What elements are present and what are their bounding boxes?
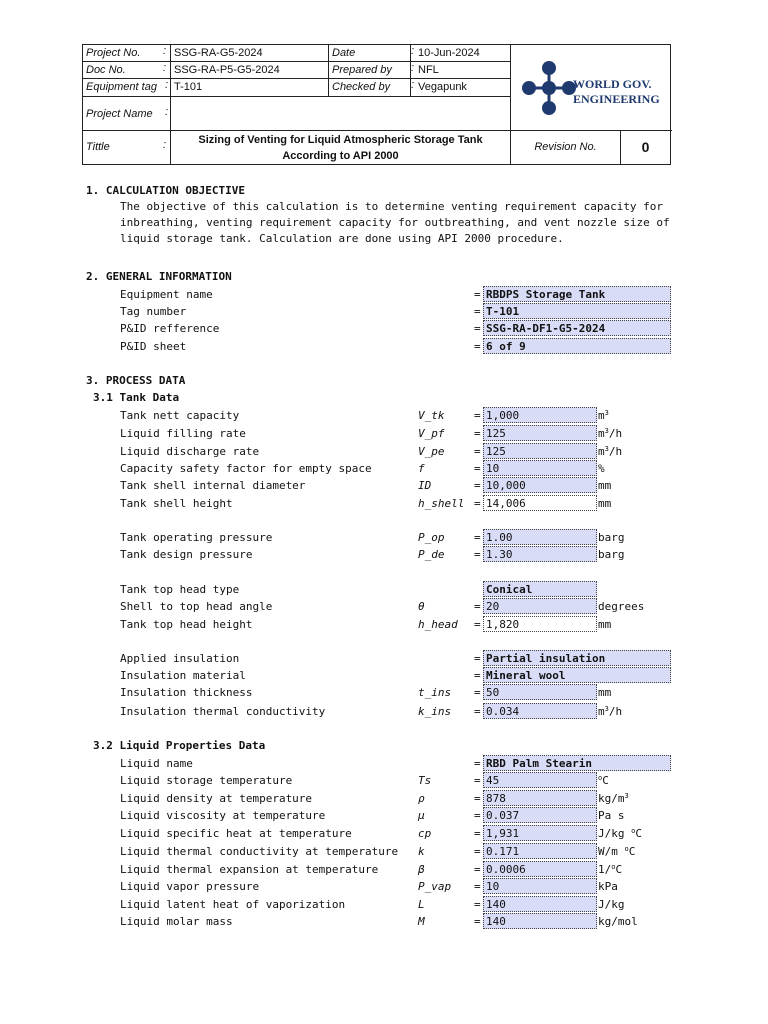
- param-unit: 1/$^o$C: [598, 863, 623, 876]
- info-row-tag-number: [0, 303, 768, 320]
- equals-sign: =: [474, 531, 481, 544]
- param-value[interactable]: Conical: [483, 581, 597, 597]
- equals-sign: =: [474, 340, 481, 353]
- info-label: Tag number: [120, 305, 187, 318]
- param-value[interactable]: 1.30: [483, 546, 597, 562]
- prepared-by-value: NFL: [411, 62, 511, 79]
- param-symbol: β: [418, 863, 425, 876]
- param-unit: mm: [598, 618, 612, 631]
- param-label: Tank shell internal diameter: [120, 479, 306, 492]
- company-name-line1: WORLD GOV.: [573, 77, 652, 91]
- param-value[interactable]: 1,820: [483, 616, 597, 632]
- param-value[interactable]: 0.171: [483, 843, 597, 859]
- liquid-row-latent-heat: [0, 896, 768, 913]
- equals-sign: =: [474, 548, 481, 561]
- tank-row-safety-factor: [0, 460, 768, 477]
- param-symbol: M: [418, 915, 425, 928]
- liquid-row-viscosity: [0, 807, 768, 824]
- liquid-row-name: [0, 755, 768, 772]
- date-value: 10-Jun-2024: [411, 45, 511, 62]
- param-symbol: cp: [418, 827, 432, 840]
- info-label: Equipment name: [120, 288, 213, 301]
- param-unit: $m^3/h$: [598, 445, 623, 458]
- equals-sign: =: [474, 618, 481, 631]
- param-unit: Pa s: [598, 809, 625, 822]
- param-value[interactable]: 140: [483, 896, 597, 912]
- liquid-row-molar-mass: [0, 913, 768, 930]
- info-label: P&ID sheet: [120, 340, 187, 353]
- checked-by-label: Checked by: [329, 79, 411, 97]
- param-unit: %: [598, 462, 605, 475]
- param-symbol: V_pe: [418, 445, 445, 458]
- param-label: Liquid density at temperature: [120, 792, 313, 805]
- colon: :: [411, 45, 415, 57]
- param-label: Insulation thermal conductivity: [120, 705, 326, 718]
- equals-sign: =: [474, 686, 481, 699]
- tank-row-insulation: [0, 650, 768, 667]
- equipment-tag-value: T-101: [171, 79, 329, 97]
- param-symbol: ρ: [418, 792, 425, 805]
- param-label: Liquid name: [120, 757, 193, 770]
- param-symbol: P_op: [418, 531, 445, 544]
- param-label: Applied insulation: [120, 652, 240, 665]
- param-value[interactable]: 10,000: [483, 477, 597, 493]
- param-unit: J/kg: [598, 898, 625, 911]
- param-value[interactable]: RBD Palm Stearin: [483, 755, 671, 771]
- colon: :: [411, 79, 415, 91]
- equals-sign: =: [474, 809, 481, 822]
- param-value[interactable]: Mineral wool: [483, 667, 671, 683]
- param-value[interactable]: 50: [483, 684, 597, 700]
- param-unit: $m^3/h$: [598, 427, 623, 440]
- colon: :: [163, 62, 167, 74]
- param-value[interactable]: 10: [483, 878, 597, 894]
- tank-row-shell-height: [0, 495, 768, 512]
- param-unit: mm: [598, 479, 612, 492]
- liquid-row-vapor-pressure: [0, 878, 768, 895]
- tank-row-insulation-conductivity: [0, 703, 768, 720]
- param-label: Shell to top head angle: [120, 600, 273, 613]
- param-label: Liquid storage temperature: [120, 774, 293, 787]
- param-label: Tank top head type: [120, 583, 240, 596]
- colon: :: [163, 139, 167, 151]
- tank-row-head-angle: [0, 598, 768, 615]
- param-value[interactable]: 45: [483, 772, 597, 788]
- tank-row-design-pressure: [0, 546, 768, 563]
- param-unit: J/kg $^o$C: [598, 827, 642, 840]
- info-row-equipment-name: [0, 286, 768, 303]
- param-symbol: k_ins: [418, 705, 452, 718]
- tank-row-filling-rate: [0, 425, 768, 442]
- info-value[interactable]: 6 of 9: [483, 338, 671, 354]
- param-label: Insulation thickness: [120, 686, 253, 699]
- section-1-heading: 1. CALCULATION OBJECTIVE: [86, 184, 245, 197]
- param-value[interactable]: 10: [483, 460, 597, 476]
- param-symbol: ID: [418, 479, 432, 492]
- param-unit: $m^3/h$: [598, 705, 623, 718]
- param-symbol: k: [418, 845, 425, 858]
- tank-row-discharge-rate: [0, 443, 768, 460]
- param-value[interactable]: 20: [483, 598, 597, 614]
- param-symbol: t_ins: [418, 686, 452, 699]
- equals-sign: =: [474, 652, 481, 665]
- colon: :: [165, 79, 169, 91]
- param-label: Liquid thermal conductivity at temperature: [120, 845, 399, 858]
- company-name: [573, 77, 660, 107]
- tank-row-insulation-material: [0, 667, 768, 684]
- equals-sign: =: [474, 705, 481, 718]
- equals-sign: =: [474, 497, 481, 510]
- param-value[interactable]: 14,006: [483, 495, 597, 511]
- param-label: Tank shell height: [120, 497, 233, 510]
- info-label: P&ID refference: [120, 322, 220, 335]
- colon: :: [411, 62, 415, 74]
- date-label: Date: [329, 45, 411, 62]
- param-unit: barg: [598, 531, 625, 544]
- equals-sign: =: [474, 445, 481, 458]
- param-label: Liquid thermal expansion at temperature: [120, 863, 379, 876]
- equals-sign: =: [474, 409, 481, 422]
- document-title: Sizing of Venting for Liquid Atmospheric Storage Tank According to API 2000: [171, 131, 511, 164]
- param-unit: kPa: [598, 880, 618, 893]
- param-symbol: L: [418, 898, 425, 911]
- equals-sign: =: [474, 288, 481, 301]
- equals-sign: =: [474, 600, 481, 613]
- param-symbol: Ts: [418, 774, 432, 787]
- revision-value: 0: [641, 139, 650, 155]
- doc-no-label: Doc No.: [83, 62, 171, 79]
- section-3-heading: 3. PROCESS DATA: [86, 374, 186, 387]
- equals-sign: =: [474, 774, 481, 787]
- param-symbol: V_tk: [418, 409, 445, 422]
- param-symbol: f: [418, 462, 425, 475]
- revision-label: Revision No.: [511, 131, 621, 164]
- param-unit: mm: [598, 497, 612, 510]
- param-unit: $m^3$: [598, 409, 609, 422]
- param-unit: $kg/m^3$: [598, 792, 629, 805]
- tank-row-insulation-thickness: [0, 684, 768, 701]
- equals-sign: =: [474, 757, 481, 770]
- param-symbol: h_head: [418, 618, 458, 631]
- objective-text: The objective of this calculation is to determine venting requirement capacity for inbreathing, venting requirement capacity for outbreathing, and vent nozzle size of liquid storage tank. Calculation are done using API 2000 procedure.: [120, 200, 670, 245]
- param-symbol: μ: [418, 809, 425, 822]
- liquid-row-temperature: [0, 772, 768, 789]
- company-name-line2: ENGINEERING: [573, 92, 660, 106]
- section-2-heading: 2. GENERAL INFORMATION: [86, 270, 232, 283]
- param-value[interactable]: 0.034: [483, 703, 597, 719]
- tank-row-head-height: [0, 616, 768, 633]
- param-symbol: P_vap: [418, 880, 452, 893]
- colon: :: [163, 45, 167, 57]
- tank-row-nett-capacity: [0, 407, 768, 424]
- equals-sign: =: [474, 462, 481, 475]
- equals-sign: =: [474, 669, 481, 682]
- equals-sign: =: [474, 322, 481, 335]
- info-value[interactable]: SSG-RA-DF1-G5-2024: [483, 320, 671, 336]
- param-unit: $^o$C: [598, 774, 609, 787]
- liquid-row-expansion: [0, 861, 768, 878]
- param-value[interactable]: 878: [483, 790, 597, 806]
- equals-sign: =: [474, 792, 481, 805]
- param-symbol: P_de: [418, 548, 445, 561]
- project-name-value: [171, 97, 511, 131]
- equals-sign: =: [474, 427, 481, 440]
- info-row-pid-sheet: [0, 338, 768, 355]
- equals-sign: =: [474, 305, 481, 318]
- liquid-row-density: [0, 790, 768, 807]
- param-label: Tank design pressure: [120, 548, 253, 561]
- liquid-row-conductivity: [0, 843, 768, 860]
- param-value[interactable]: 1.00: [483, 529, 597, 545]
- checked-by-value: Vegapunk: [411, 79, 511, 97]
- param-symbol: θ: [418, 600, 425, 613]
- equals-sign: =: [474, 845, 481, 858]
- title-label: Tittle: [83, 131, 171, 164]
- param-label: Tank top head height: [120, 618, 253, 631]
- param-label: Liquid filling rate: [120, 427, 246, 440]
- project-name-label: Project Name: [83, 97, 171, 131]
- param-unit: mm: [598, 686, 612, 699]
- param-label: Liquid specific heat at temperature: [120, 827, 352, 840]
- colon: :: [165, 106, 169, 118]
- param-symbol: V_pf: [418, 427, 445, 440]
- equals-sign: =: [474, 898, 481, 911]
- equals-sign: =: [474, 880, 481, 893]
- param-label: Liquid vapor pressure: [120, 880, 260, 893]
- param-symbol: h_shell: [418, 497, 465, 510]
- param-unit: barg: [598, 548, 625, 561]
- section-3-1-heading: 3.1 Tank Data: [93, 391, 180, 404]
- param-value[interactable]: 125: [483, 425, 597, 441]
- doc-no-value: SSG-RA-P5-G5-2024: [171, 62, 329, 79]
- param-value[interactable]: 0.037: [483, 807, 597, 823]
- prepared-by-label: Prepared by: [329, 62, 411, 79]
- info-value[interactable]: RBDPS Storage Tank: [483, 286, 671, 302]
- param-value[interactable]: Partial insulation: [483, 650, 671, 666]
- param-label: Capacity safety factor for empty space: [120, 462, 372, 475]
- tank-row-operating-pressure: [0, 529, 768, 546]
- info-row-pid-reference: [0, 320, 768, 337]
- equipment-tag-label: Equipment tag: [83, 79, 171, 97]
- param-unit: kg/mol: [598, 915, 638, 928]
- param-label: Tank operating pressure: [120, 531, 273, 544]
- document-header: [82, 44, 671, 165]
- tank-row-head-type: [0, 581, 768, 598]
- param-label: Liquid latent heat of vaporization: [120, 898, 346, 911]
- network-logo-icon: [515, 45, 577, 131]
- project-no-value: SSG-RA-G5-2024: [171, 45, 329, 62]
- param-value[interactable]: 1,000: [483, 407, 597, 423]
- section-3-2-heading: 3.2 Liquid Properties Data: [93, 739, 266, 752]
- param-unit: W/m $^o$C: [598, 845, 636, 858]
- equals-sign: =: [474, 863, 481, 876]
- param-label: Tank nett capacity: [120, 409, 240, 422]
- equals-sign: =: [474, 827, 481, 840]
- tank-row-diameter: [0, 477, 768, 494]
- info-value[interactable]: T-101: [483, 303, 671, 319]
- param-label: Liquid molar mass: [120, 915, 233, 928]
- liquid-row-specific-heat: [0, 825, 768, 842]
- param-label: Liquid discharge rate: [120, 445, 260, 458]
- param-unit: degrees: [598, 600, 645, 613]
- project-no-label: Project No.: [83, 45, 171, 62]
- company-logo: [511, 45, 672, 131]
- param-value[interactable]: 1,931: [483, 825, 597, 841]
- param-label: Insulation material: [120, 669, 246, 682]
- param-value[interactable]: 0.0006: [483, 861, 597, 877]
- equals-sign: =: [474, 915, 481, 928]
- equals-sign: =: [474, 479, 481, 492]
- param-value[interactable]: 140: [483, 913, 597, 929]
- param-value[interactable]: 125: [483, 443, 597, 459]
- param-label: Liquid viscosity at temperature: [120, 809, 326, 822]
